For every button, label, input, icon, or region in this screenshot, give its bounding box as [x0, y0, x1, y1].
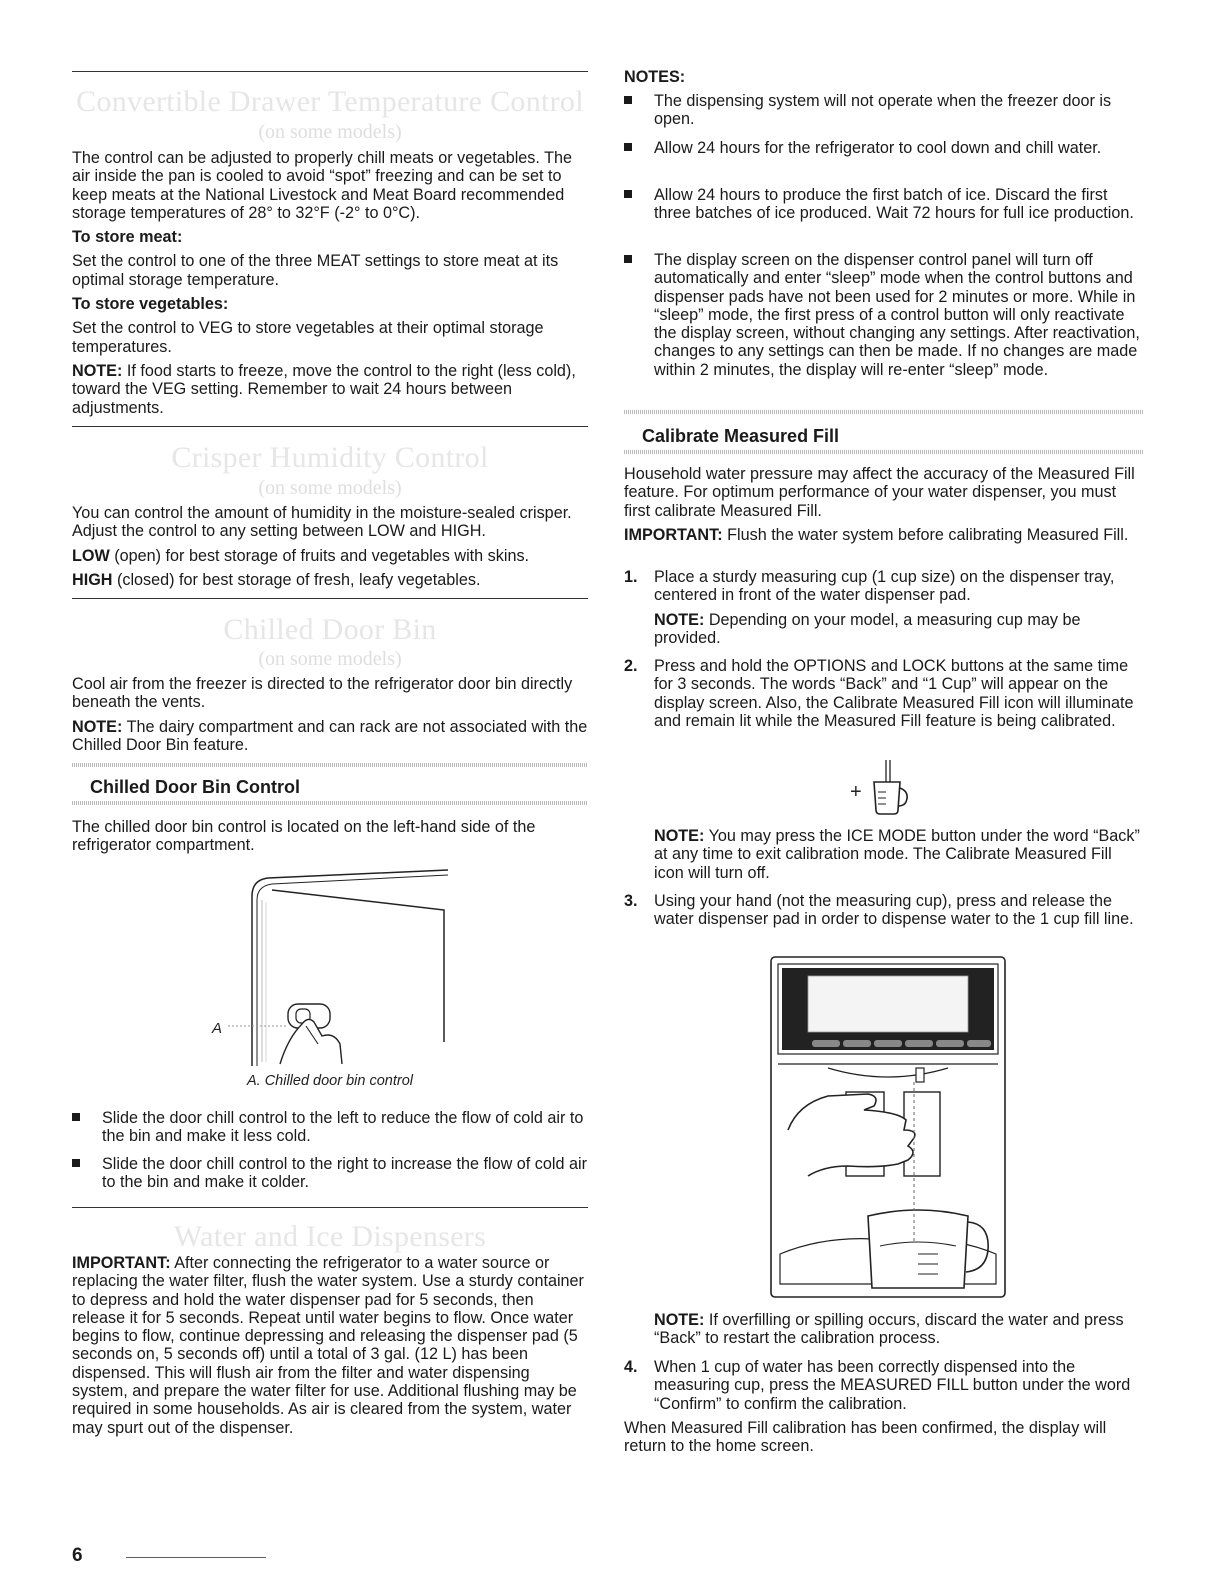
- crisper-section-title: Crisper Humidity Control: [171, 441, 489, 474]
- step-3-note: [624, 1311, 1144, 1348]
- calibrate-measured-fill-icon: [850, 760, 914, 816]
- list-item: [624, 186, 1144, 223]
- door-edge: [257, 875, 448, 1066]
- chilled-control-title: Chilled Door Bin Control: [90, 777, 300, 797]
- step-note: [654, 611, 1144, 648]
- drawer-content: [72, 149, 588, 417]
- store-veg-text: Set the control to VEG to store vegetables at their optimal storage temperatures.: [72, 319, 544, 356]
- plus-sign: +: [850, 781, 862, 803]
- note-label: NOTE:: [654, 827, 705, 845]
- note-text: If overfilling or spilling occurs, discard the water and press “Back” to restart the calibration process.: [654, 1311, 1124, 1348]
- subsection-hatch: [624, 450, 1144, 454]
- calibrate-closing: When Measured Fill calibration has been confirmed, the display will return to the home screen.: [624, 1419, 1107, 1456]
- page-number: 6: [72, 1545, 83, 1566]
- figure-caption: A. Chilled door bin control: [246, 1073, 414, 1089]
- drawer-section-subtitle: (on some models): [258, 121, 402, 143]
- section-divider: [72, 598, 588, 599]
- drawer-section-title: Convertible Drawer Temperature Control: [76, 85, 584, 118]
- step-4: [624, 1358, 1144, 1413]
- bullet-square-icon: [72, 1113, 80, 1121]
- measuring-cup: [868, 1210, 968, 1288]
- list-item: [72, 1109, 588, 1146]
- step-2: [624, 657, 1144, 730]
- note-label: NOTE:: [654, 610, 705, 629]
- store-meat-heading: To store meat:: [72, 228, 183, 247]
- note-text: You may press the ICE MODE button under the word “Back” at any time to exit calibration mode. The Calibrate Measured Fill icon will turn off.: [654, 827, 1140, 882]
- store-meat-text: Set the control to one of the three MEAT settings to store meat at its optimal storage temperature.: [72, 252, 559, 289]
- bullet-square-icon: [624, 255, 632, 263]
- chilled-section-title: Chilled Door Bin: [223, 613, 437, 646]
- bullet-text: Allow 24 hours to produce the first batch of ice. Discard the first three batches of ice produced. Wait 72 hours for full ice production.: [654, 186, 1134, 223]
- subsection-hatch: [624, 410, 1144, 414]
- subsection-hatch: [72, 763, 588, 767]
- bullet-square-icon: [624, 96, 632, 104]
- calibrate-important: [624, 526, 1144, 544]
- bullet-text: Allow 24 hours for the refrigerator to cool down and chill water.: [654, 139, 1102, 157]
- crisper-intro: You can control the amount of humidity in the moisture-sealed crisper. Adjust the control to any setting between LOW and HIGH.: [72, 504, 572, 541]
- high-label: HIGH: [72, 570, 113, 589]
- step-2-note: [624, 827, 1144, 882]
- step-text: When 1 cup of water has been correctly dispensed into the measuring cup, press the MEASURED FILL button under the word “Confirm” to confirm the calibration.: [654, 1358, 1131, 1413]
- store-veg-heading: To store vegetables:: [72, 295, 229, 314]
- list-item: [624, 92, 1144, 129]
- notes-heading: NOTES:: [624, 68, 686, 86]
- note-text: Depending on your model, a measuring cup may be provided.: [654, 610, 1081, 647]
- section-divider: [72, 71, 588, 72]
- calibrate-closing-block: [624, 1419, 1144, 1456]
- water-nozzle: [916, 1068, 924, 1082]
- low-text: (open) for best storage of fruits and vegetables with skins.: [109, 546, 530, 565]
- important-label: IMPORTANT:: [624, 525, 723, 544]
- control-button: [843, 1040, 871, 1047]
- control-button: [905, 1040, 933, 1047]
- step-number: 4.: [624, 1358, 638, 1376]
- footer-rule: [126, 1557, 266, 1558]
- water-section-title: Water and Ice Dispensers: [173, 1220, 487, 1253]
- important-text: Flush the water system before calibrating Measured Fill.: [722, 525, 1129, 544]
- calibrate-intro-block: [624, 465, 1144, 544]
- bullet-text: The display screen on the dispenser control panel will turn off automatically and enter “sleep” mode when the control buttons and dispenser pads have not been used for 2 minutes or more. While in “sleep” mode, the first press of a control button will only reactivate the display screen, without changing any settings. After reactivation, changes to any settings can then be made. If no changes are made within 2 minutes, the display will re-enter “sleep” mode.: [654, 251, 1140, 379]
- high-text: (closed) for best storage of fresh, leafy vegetables.: [112, 570, 481, 589]
- step-number: 2.: [624, 657, 638, 675]
- chilled-intro: Cool air from the freezer is directed to the refrigerator door bin directly beneath the vents.: [72, 675, 573, 712]
- list-item: [624, 139, 1144, 157]
- control-button: [936, 1040, 964, 1047]
- chilled-section-subtitle: (on some models): [258, 648, 402, 670]
- bullet-text: Slide the door chill control to the right to increase the flow of cold air to the bin and make it colder.: [102, 1155, 587, 1192]
- control-button: [812, 1040, 840, 1047]
- display-screen: [808, 976, 968, 1032]
- cup-body: [874, 782, 900, 814]
- figure-label-a: A: [212, 1020, 223, 1037]
- bullet-text: The dispensing system will not operate when the freezer door is open.: [654, 92, 1112, 129]
- step-number: 1.: [624, 568, 638, 586]
- calibrate-intro: Household water pressure may affect the accuracy of the Measured Fill feature. For optimum performance of your water dispenser, you must first calibrate Measured Fill.: [624, 465, 1135, 520]
- note-label: NOTE:: [72, 361, 123, 380]
- step-note: [654, 827, 1144, 882]
- crisper-high: [72, 571, 588, 589]
- list-item: [624, 251, 1144, 379]
- calibrate-title: Calibrate Measured Fill: [642, 426, 840, 446]
- crisper-section-subtitle: (on some models): [258, 477, 402, 499]
- crisper-low: [72, 547, 588, 565]
- list-item: [72, 1155, 588, 1192]
- section-divider: [72, 1207, 588, 1208]
- bullet-square-icon: [624, 190, 632, 198]
- bullet-square-icon: [624, 143, 632, 151]
- crisper-content: [72, 504, 588, 589]
- dispenser-figure: [768, 954, 1008, 1302]
- subsection-hatch: [72, 801, 588, 805]
- section-divider: [72, 426, 588, 427]
- control-button: [967, 1040, 991, 1047]
- low-label: LOW: [72, 546, 110, 565]
- water-important: [72, 1254, 588, 1437]
- bullet-text: Slide the door chill control to the left to reduce the flow of cold air to the bin and make it less cold.: [102, 1109, 584, 1146]
- step-number: 3.: [624, 892, 638, 910]
- control-button: [874, 1040, 902, 1047]
- important-text: After connecting the refrigerator to a water source or replacing the water filter, flush the water system. Use a sturdy container to depress and hold the water dispenser pad for 5 seconds, then release it for 5 seconds. Repeat until water begins to flow. Once water begins to flow, continue depressing and releasing the dispenser pad (5 seconds on, 5 seconds off) until a total of 3 gal. (12 L) has been dispensed. This will flush air from the filter and water dispensing system, and prepare the water filter for use. Additional flushing may be required in some households. As air is cleared from the system, water may spurt out of the dispenser.: [72, 1254, 584, 1437]
- chilled-control-text: The chilled door bin control is located on the left-hand side of the refrigerator compartment.: [72, 818, 536, 855]
- drawer-intro: The control can be adjusted to properly chill meats or vegetables. The air inside the pan is cooled to avoid “spot” freezing and can be set to keep meats at the National Livestock and Meat Board recommended storage temperatures of 28° to 32°F (-2° to 0°C).: [72, 149, 572, 222]
- note-text: If food starts to freeze, move the control to the right (less cold), toward the VEG setting. Remember to wait 24 hours between adjustments.: [72, 361, 576, 417]
- step-3: [624, 892, 1144, 929]
- important-label: IMPORTANT:: [72, 1254, 171, 1272]
- bullet-square-icon: [72, 1159, 80, 1167]
- step-note: [654, 1311, 1144, 1348]
- chilled-content: [72, 675, 588, 754]
- drawer-note: [72, 362, 588, 417]
- chilled-door-bin-figure: [202, 866, 462, 1066]
- note-text: The dairy compartment and can rack are not associated with the Chilled Door Bin feature.: [72, 717, 588, 754]
- step-1: [624, 568, 1144, 647]
- chilled-note: [72, 718, 588, 755]
- chilled-control-content: [72, 818, 588, 855]
- water-content: [72, 1254, 588, 1437]
- step-text: Press and hold the OPTIONS and LOCK buttons at the same time for 3 seconds. The words “Back” and “1 Cup” will appear on the display screen. Also, the Calibrate Measured Fill icon will illuminate and remain lit while the Measured Fill feature is being calibrated.: [654, 657, 1134, 730]
- step-text: Place a sturdy measuring cup (1 cup size) on the dispenser tray, centered in front of the water dispenser pad.: [654, 568, 1115, 605]
- note-label: NOTE:: [654, 1311, 705, 1329]
- hand-outline: [280, 1019, 342, 1064]
- step-text: Using your hand (not the measuring cup), press and release the water dispenser pad in order to dispense water to the 1 cup fill line.: [654, 892, 1134, 929]
- note-label: NOTE:: [72, 717, 123, 736]
